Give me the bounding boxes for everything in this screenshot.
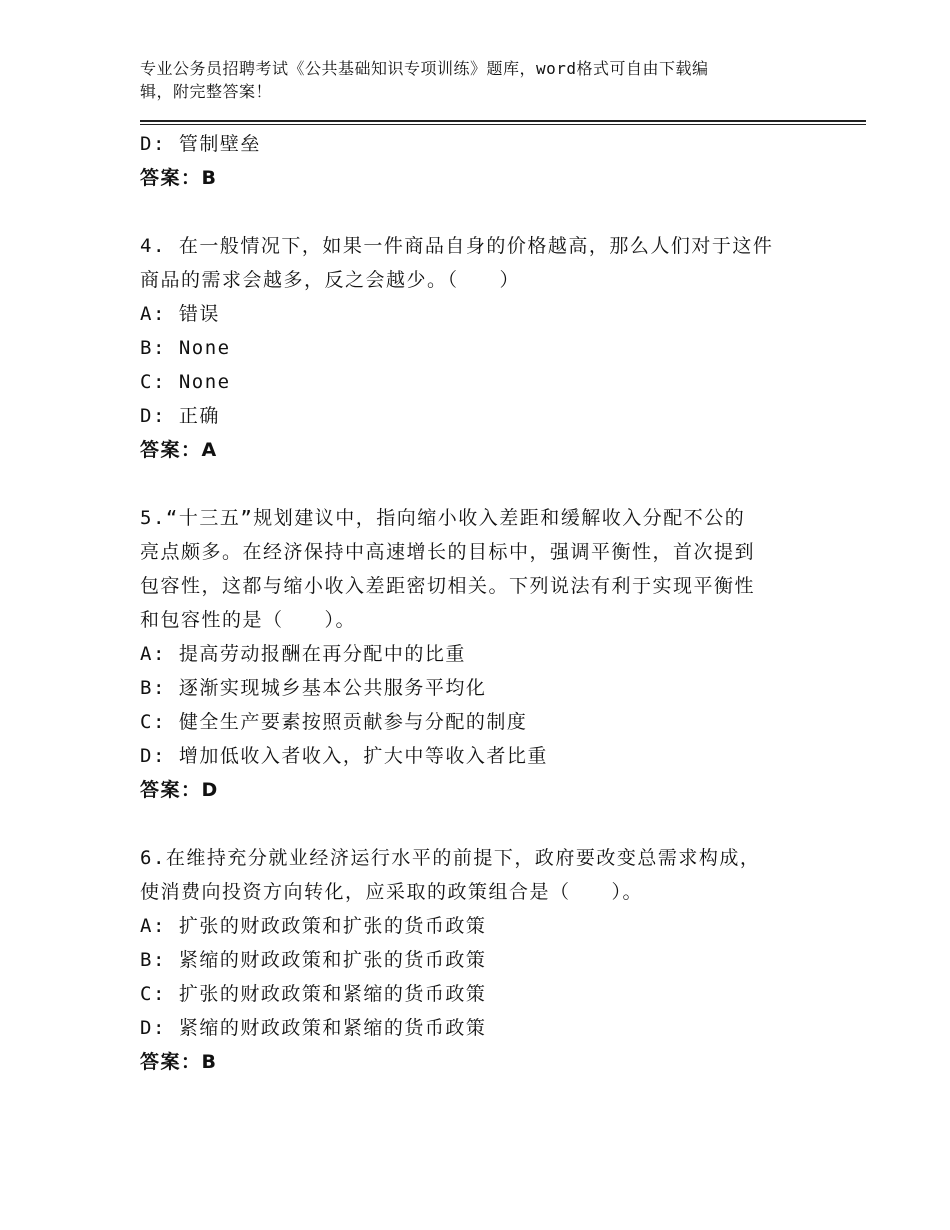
- question-4-option-d: D: 正确: [140, 405, 220, 427]
- question-6-text-line-2: 使消费向投资方向转化，应采取的政策组合是（ ）。: [140, 881, 644, 903]
- question-6-option-d: D: 紧缩的财政政策和紧缩的货币政策: [140, 1017, 487, 1039]
- header-rule-thick: [140, 120, 866, 122]
- page-header: [140, 57, 800, 103]
- question-4: [140, 229, 830, 467]
- header-line-1: 专业公务员招聘考试《公共基础知识专项训练》题库，word格式可自由下载编: [140, 59, 709, 78]
- question-content: [140, 127, 830, 1079]
- header-rule-thin: [140, 124, 866, 125]
- question-5-option-b: B: 逐渐实现城乡基本公共服务平均化: [140, 677, 487, 699]
- question-5-answer: 答案：D: [140, 779, 219, 801]
- spacer: [140, 195, 830, 229]
- question-6: [140, 841, 830, 1079]
- question-4-text-line-1: 4. 在一般情况下，如果一件商品自身的价格越高，那么人们对于这件: [140, 235, 774, 257]
- question-5-option-d: D: 增加低收入者收入，扩大中等收入者比重: [140, 745, 548, 767]
- question-4-option-b: B: None: [140, 337, 231, 359]
- question-6-option-b: B: 紧缩的财政政策和扩张的货币政策: [140, 949, 487, 971]
- prev-answer: 答案：B: [140, 167, 218, 189]
- question-6-option-a: A: 扩张的财政政策和扩张的货币政策: [140, 915, 487, 937]
- header-line-2: 辑，附完整答案！: [140, 82, 273, 101]
- question-4-answer: 答案：A: [140, 439, 218, 461]
- question-4-text-line-2: 商品的需求会越多，反之会越少。（ ）: [140, 269, 521, 291]
- spacer: [140, 467, 830, 501]
- question-6-answer: 答案：B: [140, 1051, 218, 1073]
- question-5-option-c: C: 健全生产要素按照贡献参与分配的制度: [140, 711, 528, 733]
- question-5-text-line-4: 和包容性的是（ ）。: [140, 609, 357, 631]
- question-5-option-a: A: 提高劳动报酬在再分配中的比重: [140, 643, 466, 665]
- question-5-text-line-1: 5.“十三五”规划建议中，指向缩小收入差距和缓解收入分配不公的: [140, 507, 746, 529]
- question-4-option-c: C: None: [140, 371, 231, 393]
- question-6-option-c: C: 扩张的财政政策和紧缩的货币政策: [140, 983, 487, 1005]
- spacer: [140, 807, 830, 841]
- question-5-text-line-3: 包容性，这都与缩小收入差距密切相关。下列说法有利于实现平衡性: [140, 575, 756, 597]
- question-5-text-line-2: 亮点颇多。在经济保持中高速增长的目标中，强调平衡性，首次提到: [140, 541, 756, 563]
- prev-option-d: D: 管制壁垒: [140, 133, 261, 155]
- question-5: [140, 501, 830, 807]
- question-4-option-a: A: 错误: [140, 303, 220, 325]
- question-6-text-line-1: 6.在维持充分就业经济运行水平的前提下，政府要改变总需求构成，: [140, 847, 761, 869]
